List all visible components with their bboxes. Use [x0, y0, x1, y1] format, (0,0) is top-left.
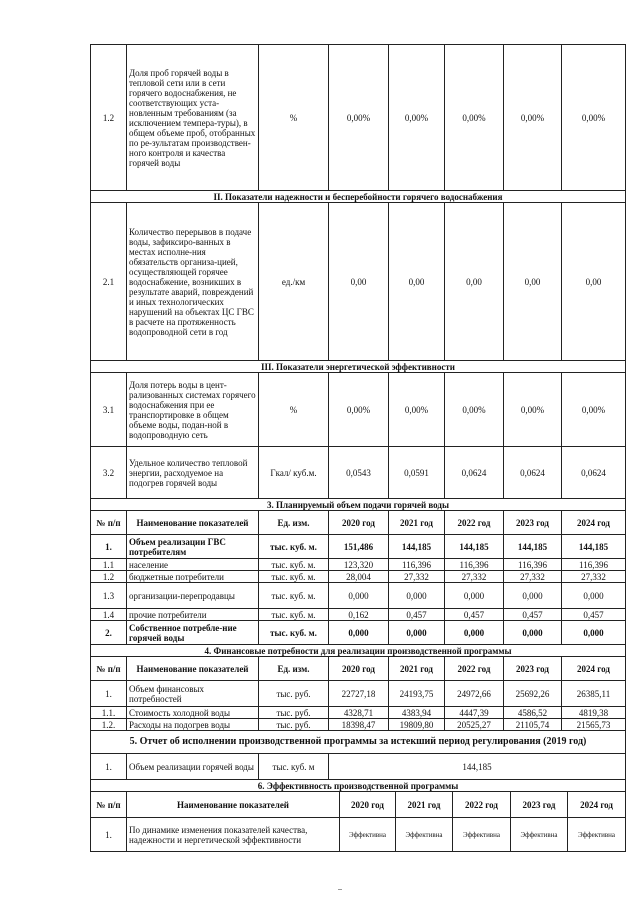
value-cell: 116,396: [445, 559, 504, 571]
value-cell: 151,486: [329, 535, 389, 559]
value-cell: 0,00%: [504, 45, 562, 191]
value-cell: 0,00: [329, 203, 389, 361]
table-row: [91, 609, 626, 621]
value-cell: 0,0624: [445, 447, 504, 499]
value-cell: 0,457: [562, 609, 626, 621]
value-cell: 0,0591: [389, 447, 445, 499]
value-cell: 144,185: [445, 535, 504, 559]
section-header: [91, 731, 626, 754]
value-cell: 20525,27: [445, 719, 504, 731]
section-title: II. Показатели надежности и бесперебойности горячего водоснабжения: [91, 191, 626, 203]
value-cell: 144,185: [329, 754, 626, 780]
column-header: 2024 год: [562, 657, 626, 681]
value-cell: 27,332: [562, 571, 626, 583]
value-cell: 144,185: [389, 535, 445, 559]
unit-cell: тыс. куб. м.: [259, 559, 329, 571]
row-number: 3.2: [91, 447, 127, 499]
indicator-name: Доля проб горячей воды в тепловой сети или в сети горячего водоснабжения, не соответствующих уста-новленным требованиям (за исключением темпера-туры), в общем объеме проб, отобранных по ре-зультатам производствен-ного контроля и качества горячей воды: [127, 45, 259, 191]
column-header: 2020 год: [340, 792, 396, 818]
value-cell: 4447,39: [445, 707, 504, 719]
value-cell: 0,00%: [329, 373, 389, 447]
unit-cell: тыс. куб. м.: [259, 571, 329, 583]
row-number: 1.: [91, 681, 127, 707]
section-title: III. Показатели энергетической эффективности: [91, 361, 626, 373]
value-cell: Эффективна: [568, 818, 626, 852]
indicators-table: [90, 44, 626, 780]
row-number: 1.1.: [91, 707, 127, 719]
column-header: № п/п: [91, 792, 127, 818]
table-row: [91, 373, 626, 447]
table-row: [91, 447, 626, 499]
table-row: [91, 45, 626, 191]
page-mark: [338, 889, 342, 890]
header-row: [91, 657, 626, 681]
unit-cell: тыс. руб.: [259, 707, 329, 719]
value-cell: 0,00%: [562, 373, 626, 447]
column-header: 2022 год: [445, 657, 504, 681]
indicator-name: По динамике изменения показателей качества, надежности и нергетической эффективности: [127, 818, 340, 852]
indicator-name: Объем реализации горячей воды: [127, 754, 259, 780]
value-cell: 26385,11: [562, 681, 626, 707]
indicator-name: прочие потребители: [127, 609, 259, 621]
value-cell: 0,00%: [445, 45, 504, 191]
section-header: [91, 191, 626, 203]
column-header: 2020 год: [329, 657, 389, 681]
section-title: 4. Финансовые потребности для реализации производственной программы: [91, 645, 626, 657]
unit-cell: Гкал/ куб.м.: [259, 447, 329, 499]
table-row: [91, 583, 626, 609]
header-row: [91, 792, 626, 818]
indicator-name: организации-перепродавцы: [127, 583, 259, 609]
value-cell: 0,000: [329, 621, 389, 645]
value-cell: 24972,66: [445, 681, 504, 707]
value-cell: 4328,71: [329, 707, 389, 719]
row-number: 1.: [91, 754, 127, 780]
column-header: 2021 год: [389, 657, 445, 681]
unit-cell: тыс. руб.: [259, 719, 329, 731]
value-cell: 19809,80: [389, 719, 445, 731]
value-cell: 0,457: [504, 609, 562, 621]
value-cell: 4383,94: [389, 707, 445, 719]
value-cell: 0,000: [504, 583, 562, 609]
value-cell: 27,332: [504, 571, 562, 583]
value-cell: 116,396: [504, 559, 562, 571]
row-number: 1.: [91, 535, 127, 559]
value-cell: Эффективна: [453, 818, 511, 852]
column-header: Ед. изм.: [259, 657, 329, 681]
value-cell: 0,000: [562, 621, 626, 645]
table-row: [91, 754, 626, 780]
value-cell: 0,00%: [389, 373, 445, 447]
indicator-name: Расходы на подогрев воды: [127, 719, 259, 731]
indicator-name: Стоимость холодной воды: [127, 707, 259, 719]
value-cell: 0,000: [389, 621, 445, 645]
value-cell: 0,00%: [329, 45, 389, 191]
column-header: 2022 год: [445, 511, 504, 535]
value-cell: 18398,47: [329, 719, 389, 731]
section-title: 6. Эффективность производственной программы: [91, 780, 626, 792]
value-cell: 116,396: [389, 559, 445, 571]
table-row: [91, 203, 626, 361]
value-cell: 25692,26: [504, 681, 562, 707]
table-row: [91, 719, 626, 731]
value-cell: 0,0543: [329, 447, 389, 499]
value-cell: 4586,52: [504, 707, 562, 719]
value-cell: 144,185: [562, 535, 626, 559]
indicator-name: население: [127, 559, 259, 571]
column-header: 2020 год: [329, 511, 389, 535]
row-number: 3.1: [91, 373, 127, 447]
column-header: 2023 год: [504, 657, 562, 681]
unit-cell: %: [259, 45, 329, 191]
value-cell: 123,320: [329, 559, 389, 571]
column-header: 2022 год: [453, 792, 511, 818]
value-cell: 0,00%: [504, 373, 562, 447]
section-title: 3. Планируемый объем подачи горячей воды: [91, 499, 626, 511]
column-header: 2023 год: [511, 792, 568, 818]
efficiency-table: [90, 779, 626, 852]
value-cell: 116,396: [562, 559, 626, 571]
value-cell: 0,000: [389, 583, 445, 609]
unit-cell: тыс. куб. м: [259, 754, 329, 780]
row-number: 1.2: [91, 45, 127, 191]
value-cell: 0,000: [329, 583, 389, 609]
value-cell: 0,00: [562, 203, 626, 361]
value-cell: 22727,18: [329, 681, 389, 707]
value-cell: 144,185: [504, 535, 562, 559]
value-cell: 0,00: [504, 203, 562, 361]
value-cell: 21565,73: [562, 719, 626, 731]
column-header: 2021 год: [389, 511, 445, 535]
table-row: [91, 681, 626, 707]
value-cell: 27,332: [445, 571, 504, 583]
value-cell: 0,00%: [389, 45, 445, 191]
table-row: [91, 535, 626, 559]
value-cell: 0,0624: [562, 447, 626, 499]
row-number: 1.: [91, 818, 127, 852]
value-cell: 4819,38: [562, 707, 626, 719]
section-header: [91, 780, 626, 792]
value-cell: Эффективна: [511, 818, 568, 852]
column-header: Ед. изм.: [259, 511, 329, 535]
unit-cell: тыс. руб.: [259, 681, 329, 707]
value-cell: 0,000: [445, 621, 504, 645]
indicator-name: Количество перерывов в подаче воды, зафиксиро-ванных в местах исполне-ния обязательств организа-цией, осуществляющей горячее водоснабжение, возникших в результате аварий, повреждений и иных технологических нарушений на объектах ЦС ГВС в расчете на протяженность водопроводной сети в год: [127, 203, 259, 361]
column-header: Наименование показателей: [127, 657, 259, 681]
column-header: № п/п: [91, 511, 127, 535]
value-cell: 21105,74: [504, 719, 562, 731]
row-number: 1.2.: [91, 719, 127, 731]
row-number: 1.1: [91, 559, 127, 571]
unit-cell: %: [259, 373, 329, 447]
unit-cell: ед./км: [259, 203, 329, 361]
column-header: Наименование показателей: [127, 792, 340, 818]
value-cell: Эффективна: [396, 818, 453, 852]
value-cell: 28,004: [329, 571, 389, 583]
value-cell: 0,00: [445, 203, 504, 361]
row-number: 1.3: [91, 583, 127, 609]
value-cell: 0,162: [329, 609, 389, 621]
table-row: [91, 571, 626, 583]
value-cell: 0,00%: [445, 373, 504, 447]
table-row: [91, 559, 626, 571]
unit-cell: тыс. куб. м.: [259, 583, 329, 609]
value-cell: 27,332: [389, 571, 445, 583]
indicator-name: Удельное количество тепловой энергии, расходуемое на подогрев горячей воды: [127, 447, 259, 499]
value-cell: 24193,75: [389, 681, 445, 707]
value-cell: 0,457: [445, 609, 504, 621]
header-row: [91, 511, 626, 535]
document-page: [90, 44, 625, 852]
section-header: [91, 499, 626, 511]
column-header: 2024 год: [568, 792, 626, 818]
row-number: 2.: [91, 621, 127, 645]
unit-cell: тыс. куб. м.: [259, 609, 329, 621]
row-number: 2.1: [91, 203, 127, 361]
unit-cell: тыс. куб. м.: [259, 621, 329, 645]
value-cell: 0,000: [562, 583, 626, 609]
table-row: [91, 818, 626, 852]
value-cell: 0,457: [389, 609, 445, 621]
section-header: [91, 645, 626, 657]
value-cell: 0,000: [445, 583, 504, 609]
row-number: 1.4: [91, 609, 127, 621]
section-header: [91, 361, 626, 373]
table-row: [91, 707, 626, 719]
column-header: Наименование показателей: [127, 511, 259, 535]
indicator-name: Объем реализации ГВС потребителям: [127, 535, 259, 559]
value-cell: 0,0624: [504, 447, 562, 499]
indicator-name: Собственное потребле-ние горячей воды: [127, 621, 259, 645]
section-title: 5. Отчет об исполнении производственной программы за истекший период регулирования (2019 год): [91, 731, 626, 754]
value-cell: 0,000: [504, 621, 562, 645]
row-number: 1.2: [91, 571, 127, 583]
table-row: [91, 621, 626, 645]
column-header: 2023 год: [504, 511, 562, 535]
value-cell: 0,00: [389, 203, 445, 361]
indicator-name: Объем финансовых потребностей: [127, 681, 259, 707]
column-header: 2024 год: [562, 511, 626, 535]
value-cell: Эффективна: [340, 818, 396, 852]
column-header: № п/п: [91, 657, 127, 681]
indicator-name: Доля потерь воды в цент-рализованных системах горячего водоснабжения при ее транспортировке в общем объеме воды, подан-ной в водопроводную сеть: [127, 373, 259, 447]
indicator-name: бюджетные потребители: [127, 571, 259, 583]
value-cell: 0,00%: [562, 45, 626, 191]
unit-cell: тыс. куб. м.: [259, 535, 329, 559]
column-header: 2021 год: [396, 792, 453, 818]
